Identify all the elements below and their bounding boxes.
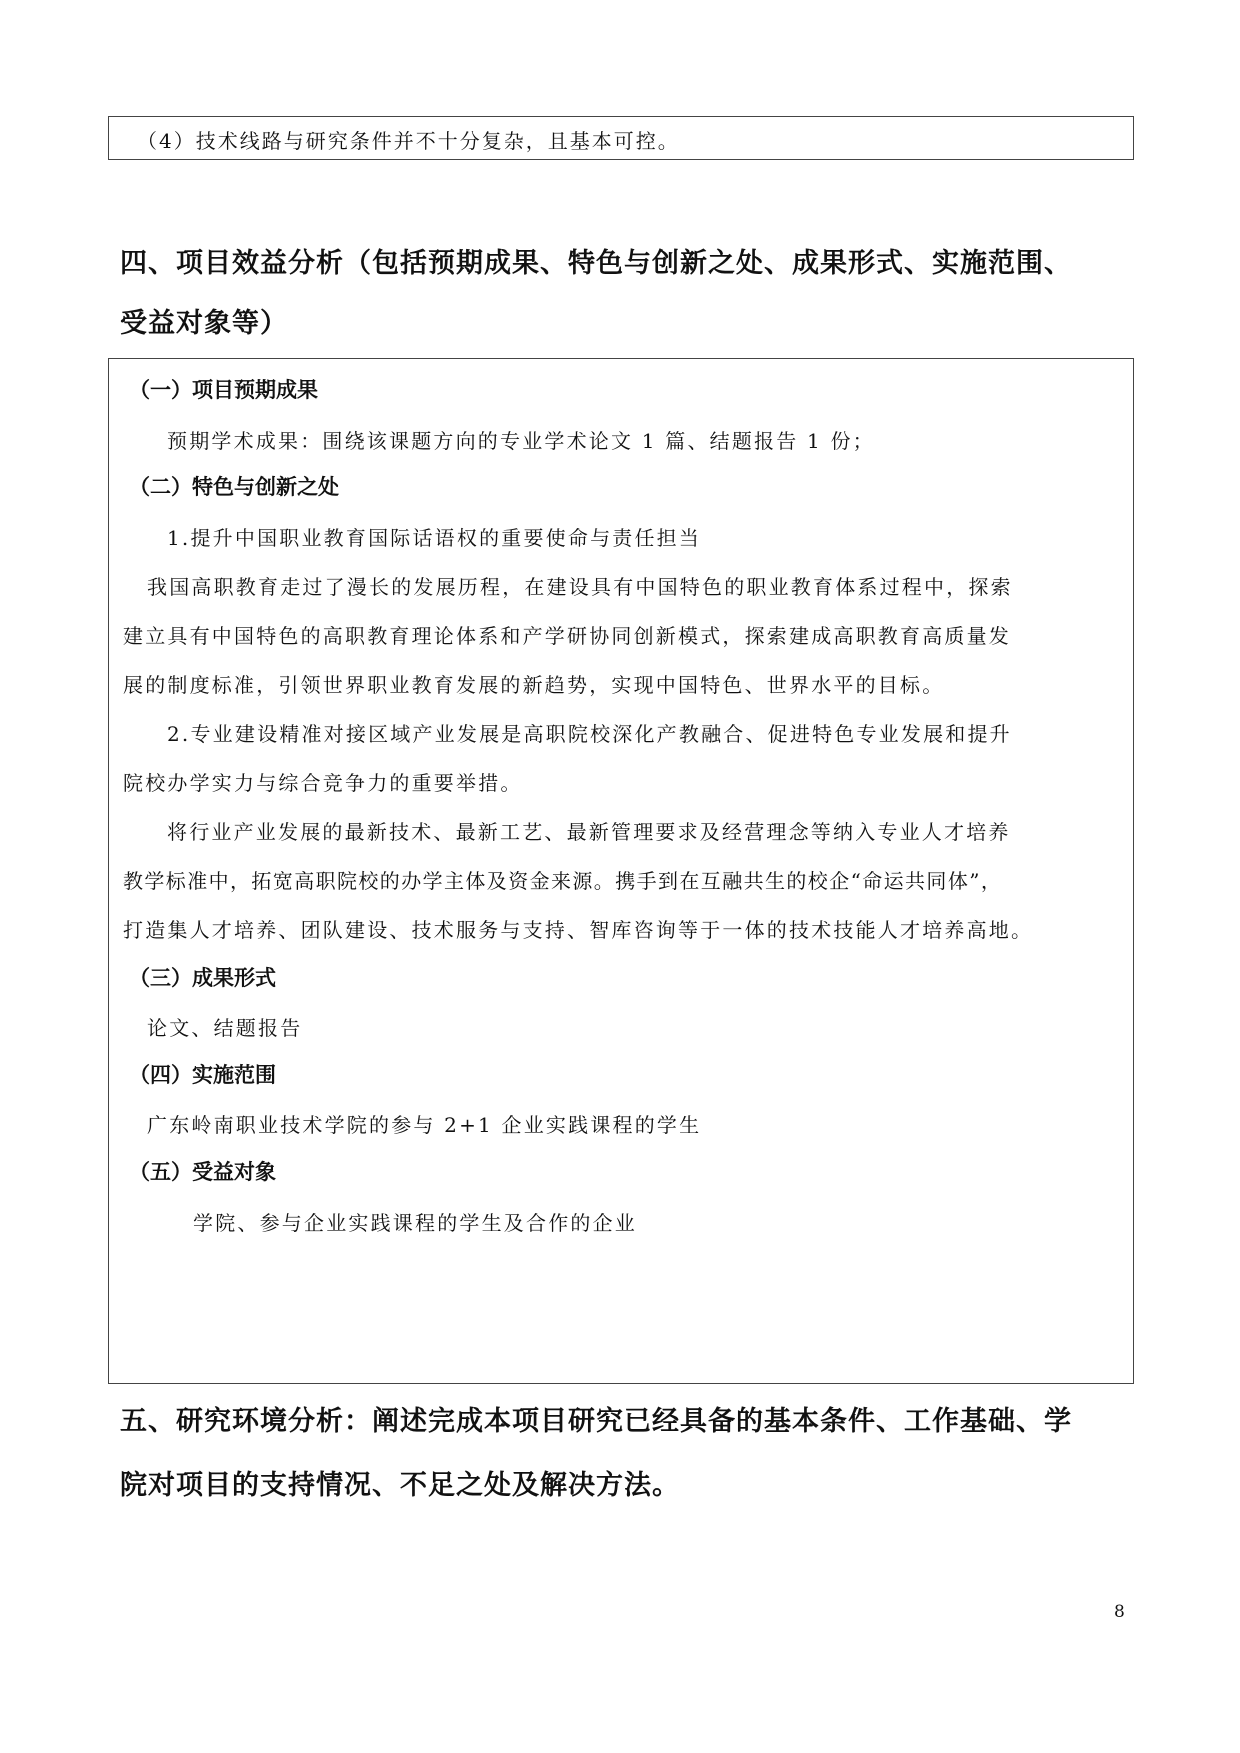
point1-title: 1.提升中国职业教育国际话语权的重要使命与责任担当	[167, 526, 702, 550]
technical-route-line: （4）技术线路与研究条件并不十分复杂，且基本可控。	[137, 129, 680, 153]
result-form-title: （三）成果形式	[129, 966, 276, 990]
scope-text: 广东岭南职业技术学院的参与 2+1 企业实践课程的学生	[147, 1113, 702, 1137]
result-form-text: 论文、结题报告	[147, 1016, 303, 1040]
section4-heading-line2: 受益对象等）	[120, 308, 288, 339]
point2-line: 院校办学实力与综合竞争力的重要举措。	[123, 771, 523, 795]
section4-heading-line1: 四、项目效益分析（包括预期成果、特色与创新之处、成果形式、实施范围、	[120, 248, 1072, 279]
scope-title: （四）实施范围	[129, 1063, 276, 1087]
beneficiaries-title: （五）受益对象	[129, 1160, 276, 1184]
section5-heading-line1: 五、研究环境分析：阐述完成本项目研究已经具备的基本条件、工作基础、学	[120, 1406, 1072, 1437]
point2-line: 2.专业建设精准对接区域产业发展是高职院校深化产教融合、促进特色专业发展和提升	[167, 722, 1012, 746]
top-table-cell	[108, 116, 1134, 160]
beneficiaries-text: 学院、参与企业实践课程的学生及合作的企业	[193, 1211, 637, 1235]
point1-line: 建立具有中国特色的高职教育理论体系和产学研协同创新模式，探索建成高职教育高质量发	[123, 624, 1011, 648]
point1-line: 我国高职教育走过了漫长的发展历程，在建设具有中国特色的职业教育体系过程中，探索	[147, 575, 1013, 599]
point1-line: 展的制度标准，引领世界职业教育发展的新趋势，实现中国特色、世界水平的目标。	[123, 673, 945, 697]
expected-results-text: 预期学术成果：围绕该课题方向的专业学术论文 1 篇、结题报告 1 份；	[167, 429, 875, 453]
benefit-analysis-box	[108, 358, 1134, 1384]
features-title: （二）特色与创新之处	[129, 475, 339, 499]
page-number: 8	[1114, 1602, 1125, 1622]
point2-body-line: 打造集人才培养、团队建设、技术服务与支持、智库咨询等于一体的技术技能人才培养高地。	[123, 918, 1034, 942]
point2-body-line: 教学标准中，拓宽高职院校的办学主体及资金来源。携手到在互融共生的校企“命运共同体”，	[123, 869, 1003, 893]
expected-results-title: （一）项目预期成果	[129, 378, 318, 402]
section5-heading-line2: 院对项目的支持情况、不足之处及解决方法。	[120, 1470, 680, 1501]
point2-body-line: 将行业产业发展的最新技术、最新工艺、最新管理要求及经营理念等纳入专业人才培养	[167, 820, 1011, 844]
